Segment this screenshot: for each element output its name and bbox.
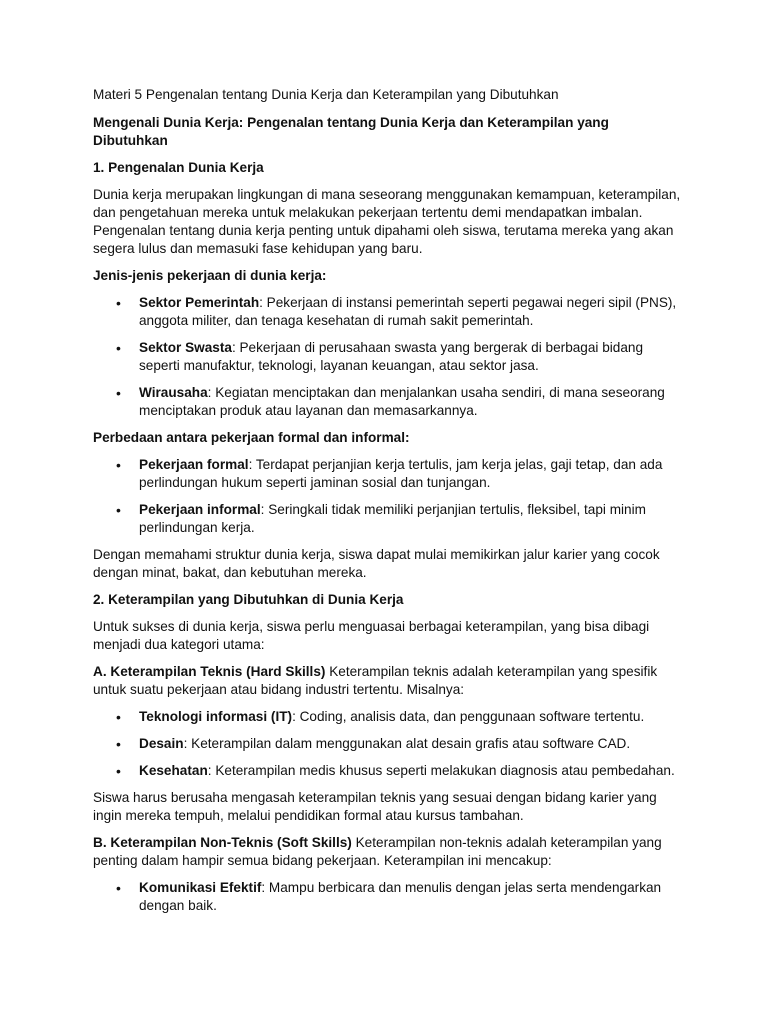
formal-informal-heading: Perbedaan antara pekerjaan formal dan informal: [93,430,410,445]
list-item-text: : Keterampilan dalam menggunakan alat desain grafis atau software CAD. [183,736,631,751]
job-types-list [93,294,683,420]
list-item [139,339,683,375]
list-item-text: : Keterampilan medis khusus seperti melakukan diagnosis atau pembedahan. [207,763,675,778]
soft-skills-text: Keterampilan non-teknis adalah keterampilan yang penting dalam hampir semua bidang pekerjaan. Keterampilan ini mencakup: [93,835,662,868]
hard-skills-closing: Siswa harus berusaha mengasah keterampilan teknis yang sesuai dengan bidang karier yang ingin mereka tempuh, melalui pendidikan formal atau kursus tambahan. [93,790,657,823]
list-item [139,879,683,915]
list-item [139,735,683,753]
document-title: Materi 5 Pengenalan tentang Dunia Kerja dan Keterampilan yang Dibutuhkan [93,87,559,102]
list-item-text: : Kegiatan menciptakan dan menjalankan usaha sendiri, di mana seseorang menciptakan produk atau layanan dan memasarkannya. [139,385,665,418]
list-item-text: : Mampu berbicara dan menulis dengan jelas serta mendengarkan dengan baik. [139,880,662,913]
soft-skills-paragraph [93,834,683,870]
section-1-intro: Dunia kerja merupakan lingkungan di mana seseorang menggunakan kemampuan, keterampilan, dan pengetahuan mereka untuk melakukan pekerjaan tertentu demi mendapatkan imbalan. Pengenalan tentang dunia kerja penting untuk dipahami oleh siswa, terutama mereka yang akan segera lulus dan memasuki fase kehidupan yang baru. [93,187,681,256]
list-item-term: Sektor Swasta [139,340,232,355]
list-item [139,501,683,537]
list-item [139,294,683,330]
hard-skills-text: Keterampilan teknis adalah keterampilan yang spesifik untuk suatu pekerjaan atau bidang industri tertentu. Misalnya: [93,664,658,697]
list-item-term: Pekerjaan informal [139,502,261,517]
list-item [139,384,683,420]
list-item-term: Pekerjaan formal [139,457,249,472]
hard-skills-list [93,708,683,780]
list-item [139,456,683,492]
formal-informal-list [93,456,683,537]
list-item-term: Wirausaha [139,385,208,400]
section-1-heading: 1. Pengenalan Dunia Kerja [93,160,264,175]
section-2-intro: Untuk sukses di dunia kerja, siswa perlu menguasai berbagai keterampilan, yang bisa dibagi menjadi dua kategori utama: [93,619,650,652]
list-item-text: : Coding, analisis data, dan penggunaan software tertentu. [292,709,645,724]
list-item-term: Sektor Pemerintah [139,295,260,310]
section-1-closing: Dengan memahami struktur dunia kerja, siswa dapat mulai memikirkan jalur karier yang cocok dengan minat, bakat, dan kebutuhan mereka. [93,547,660,580]
list-item-text: : Terdapat perjanjian kerja tertulis, jam kerja jelas, gaji tetap, dan ada perlindungan hukum seperti jaminan sosial dan tunjangan. [139,457,663,490]
list-item-term: Kesehatan [139,763,208,778]
hard-skills-paragraph [93,663,683,699]
job-types-heading: Jenis-jenis pekerjaan di dunia kerja: [93,268,327,283]
list-item [139,708,683,726]
document-page [93,86,683,924]
hard-skills-heading: A. Keterampilan Teknis (Hard Skills) [93,664,326,679]
soft-skills-heading: B. Keterampilan Non-Teknis (Soft Skills) [93,835,352,850]
soft-skills-list [93,879,683,915]
list-item [139,762,683,780]
list-item-text: : Pekerjaan di perusahaan swasta yang bergerak di berbagai bidang seperti manufaktur, teknologi, layanan keuangan, atau sektor jasa. [139,340,644,373]
list-item-term: Desain [139,736,184,751]
list-item-term: Komunikasi Efektif [139,880,262,895]
section-2-heading: 2. Keterampilan yang Dibutuhkan di Dunia Kerja [93,592,404,607]
list-item-text: : Seringkali tidak memiliki perjanjian tertulis, fleksibel, tapi minim perlindungan kerja. [139,502,646,535]
list-item-text: : Pekerjaan di instansi pemerintah seperti pegawai negeri sipil (PNS), anggota militer, dan tenaga kesehatan di rumah sakit pemerintah. [139,295,677,328]
document-subtitle: Mengenali Dunia Kerja: Pengenalan tentang Dunia Kerja dan Keterampilan yang Dibutuhkan [93,115,609,148]
list-item-term: Teknologi informasi (IT) [139,709,293,724]
